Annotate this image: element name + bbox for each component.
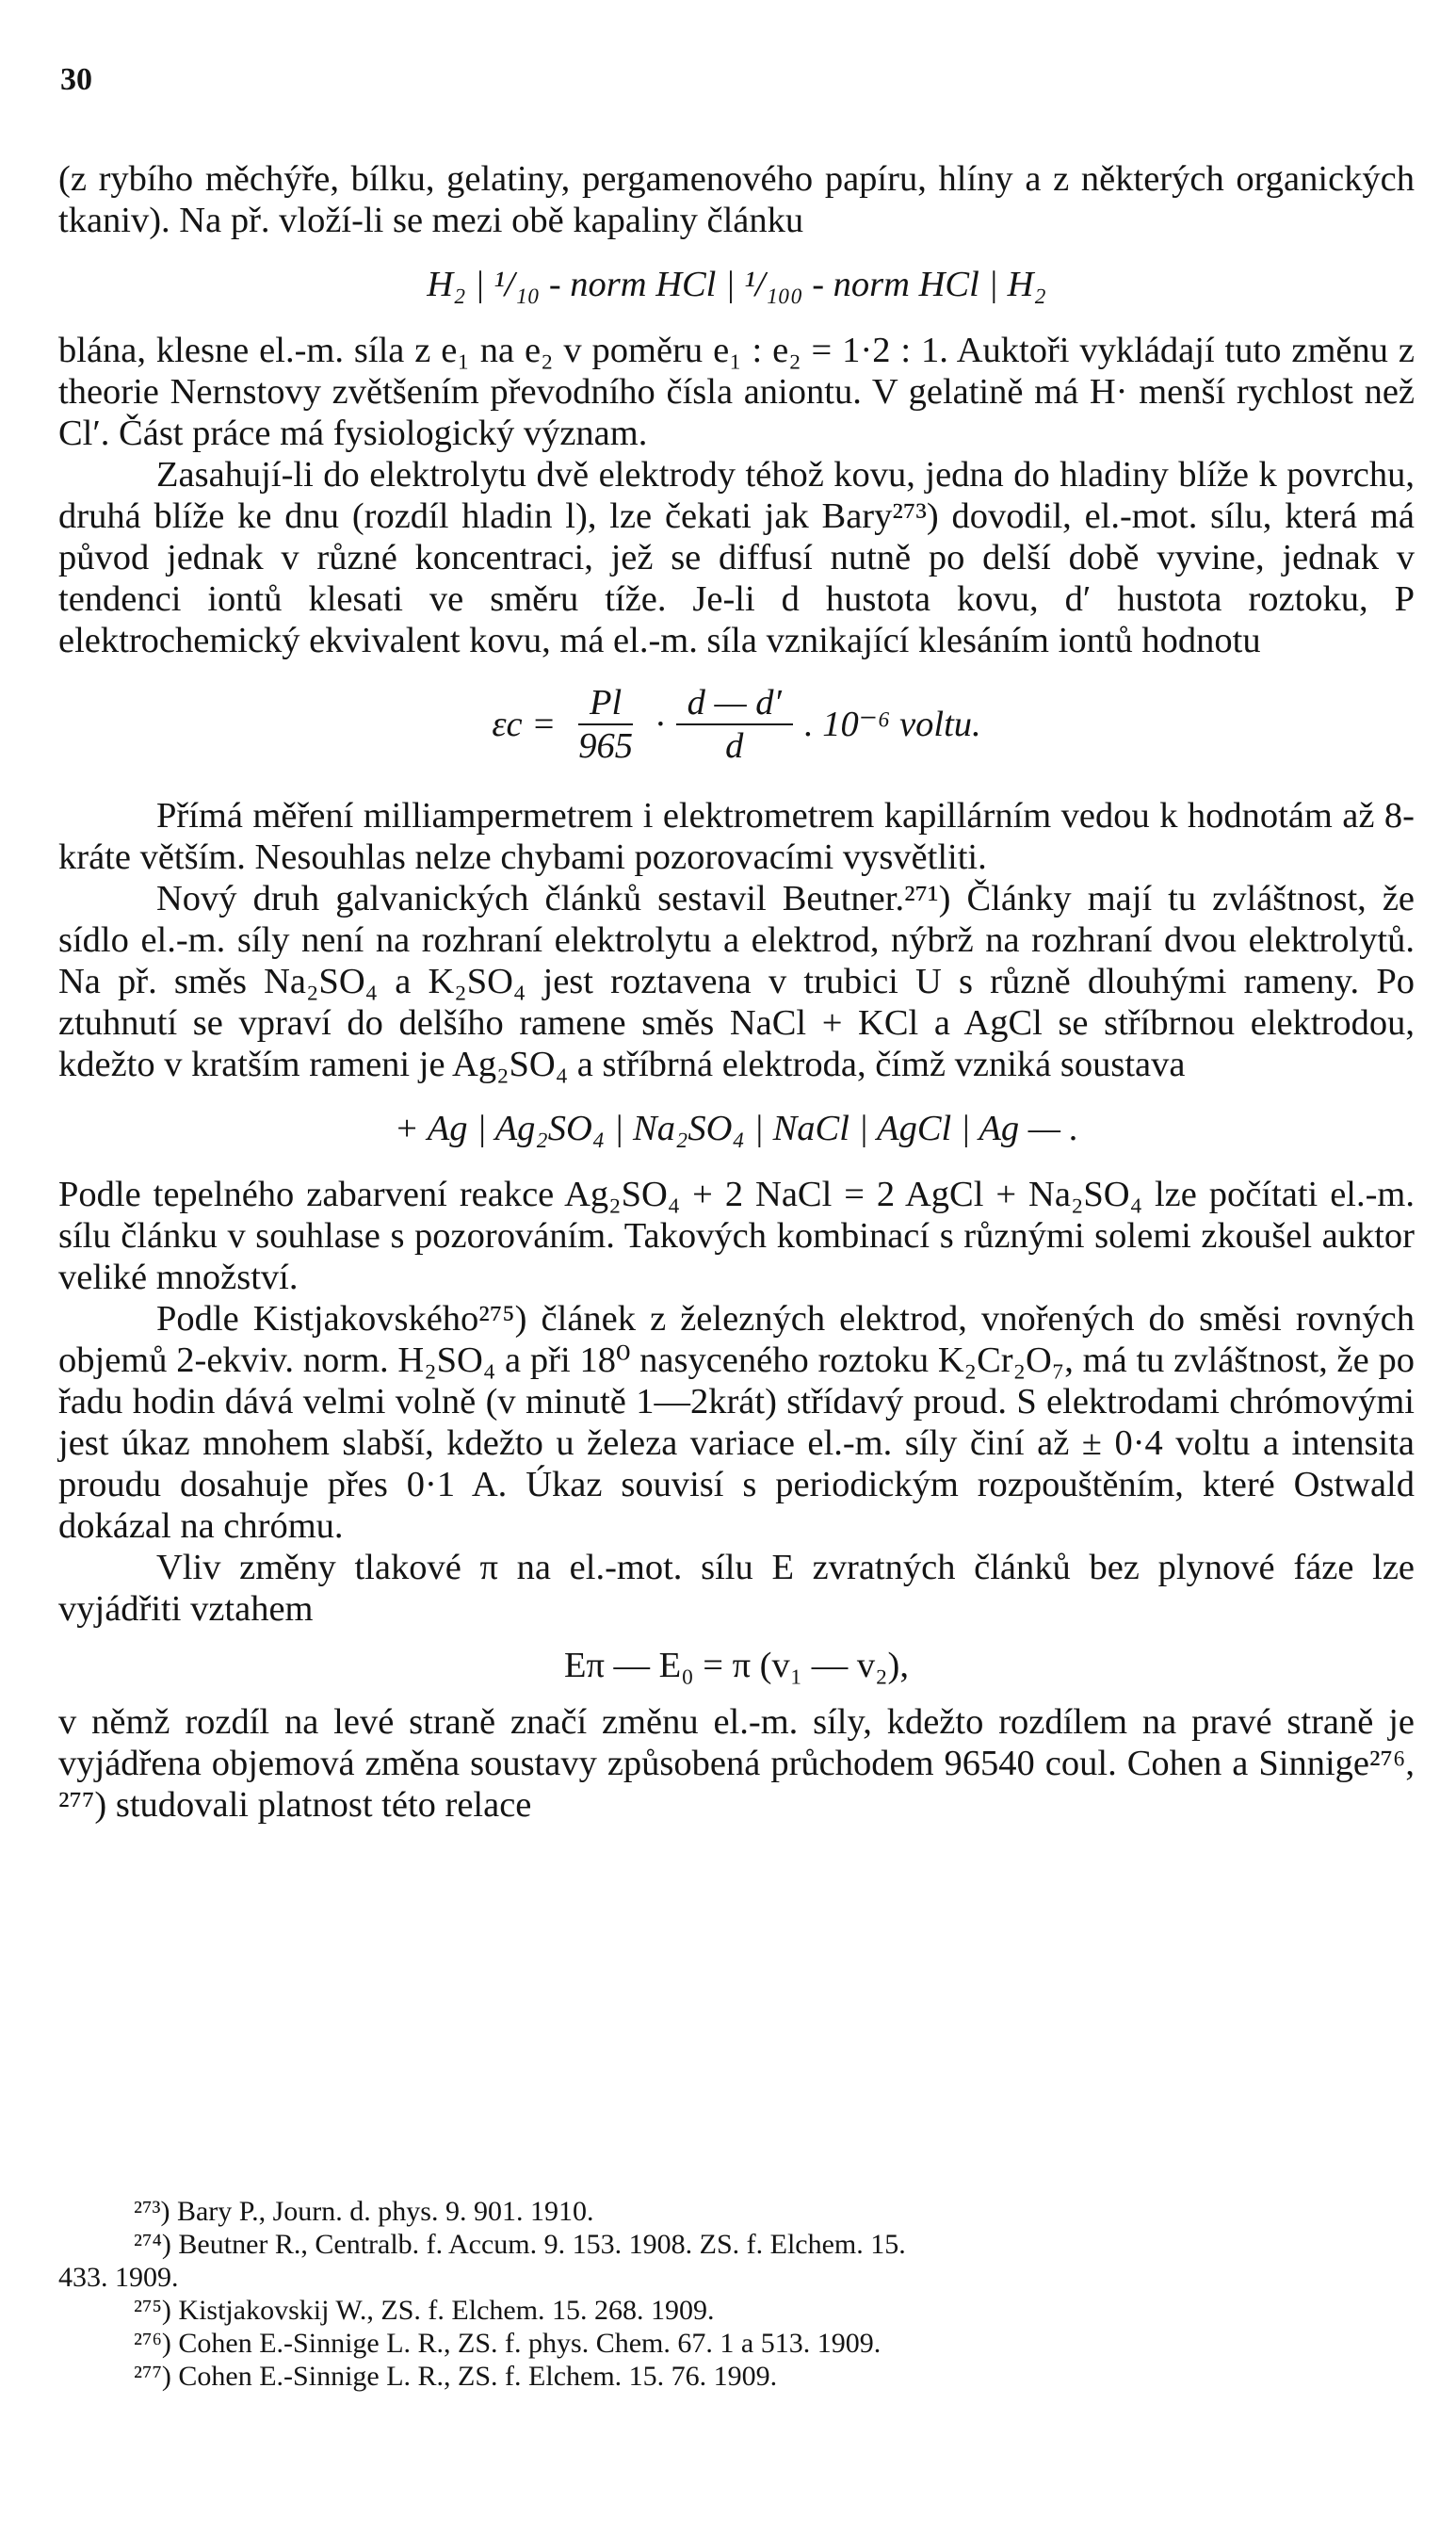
footnote-274-continued: 433. 1909. [58,2262,179,2293]
equation-tail: . 10⁻⁶ voltu. [803,705,981,744]
fraction-2-numerator: d — d′ [676,682,793,725]
paragraph-5: Nový druh galvanických článků sestavil Beutner.²⁷¹) Články mají tu zvláštnost, že sídlo el.-m. síly není na rozhraní elektrolytu a elektrod, nýbrž na rozhraní dvou elektrolytů. Na př. směs Na₂SO₄ a K₂SO₄ jest roztavena v trubici U s různě dlouhými rameny. Po ztuhnutí se vpraví do delšího ramene směs NaCl + KCl a AgCl se stříbrnou elektrodou, kdežto v kratším rameni je Ag₂SO₄ a stříbrná elektroda, čímž vzniká soustava [58,879,1415,1084]
equation-cell: H₂ | ¹/₁₀ - norm HCl | ¹/₁₀₀ - norm HCl | H₂ [427,265,1046,304]
fraction-1-denominator: 965 [578,726,633,766]
footnote-273: ²⁷³) Bary P., Journ. d. phys. 9. 901. 1910. [134,2196,594,2227]
fraction-1 [567,682,644,767]
footnote-274: ²⁷⁴) Beutner R., Centralb. f. Accum. 9. 153. 1908. ZS. f. Elchem. 15. [134,2229,906,2260]
equation-pressure: Eπ — E₀ = π (v₁ — v₂), [563,1646,910,1685]
paragraph-9: v němž rozdíl na levé straně značí změnu el.-m. síly, kdežto rozdílem na pravé straně je vyjádřena objemová změna soustavy způsobená průchodem 96540 coul. Cohen a Sinnige²⁷⁶, ²⁷⁷) studovali platnost této relace [58,1702,1415,1825]
fraction-2-denominator: d [725,726,744,766]
paragraph-7: Podle Kistjakovského²⁷⁵) článek z železných elektrod, vnořených do směsi rovných objemů 2-ekviv. norm. H₂SO₄ a při 18⁰ nasyceného roztoku K₂Cr₂O₇, má tu zvláštnost, že po řadu hodin dává velmi volně (v minutě 1—2krát) střídavý proud. S elektrodami chrómovými jest úkaz mnohem slabší, kdežto u železa variace el.-m. síly činí až ± 0·4 voltu a intensita proudu dosahuje přes 0·1 A. Úkaz souvisí s periodickým rozpouštěním, které Ostwald dokázal na chrómu. [58,1299,1415,1546]
paragraph-1: (z rybího měchýře, bílku, gelatiny, pergamenového papíru, hlíny a z některých organických tkaniv). Na př. vloží-li se mezi obě kapaliny článku [58,159,1415,240]
equation-lhs: εc = [492,705,557,744]
footnote-276: ²⁷⁶) Cohen E.-Sinnige L. R., ZS. f. phys. Chem. 67. 1 a 513. 1909. [134,2328,882,2359]
paragraph-6: Podle tepelného zabarvení reakce Ag₂SO₄ + 2 NaCl = 2 AgCl + Na₂SO₄ lze počítati el.-m. sílu článku v souhlase s pozorováním. Takových kombinací s různými solemi zkoušel auktor veliké množství. [58,1175,1415,1297]
equation-sedimentation [58,682,1415,767]
paragraph-3: Zasahují-li do elektrolytu dvě elektrody téhož kovu, jedna do hladiny blíže k povrchu, druhá blíže ke dnu (rozdíl hladin l), lze čekati jak Bary²⁷³) dovodil, el.-mot. sílu, která má původ jednak v různé koncentraci, jež se diffusí nutně po delší době vyvine, jednak v tendenci iontů klesati ve směru tíže. Je-li d hustota kovu, d′ hustota roztoku, P elektrochemický ekvivalent kovu, má el.-m. síla vznikající klesáním iontů hodnotu [58,455,1415,660]
page-number: 30 [60,62,92,97]
paragraph-4: Přímá měření milliampermetrem i elektrometrem kapillárním vedou k hodnotám až 8-kráte větším. Nesouhlas nelze chybami pozorovacími vysvětliti. [58,796,1415,877]
paragraph-2: blána, klesne el.-m. síla z e₁ na e₂ v poměru e₁ : e₂ = 1·2 : 1. Auktoři vykládají tuto změnu z theorie Nernstovy zvětšením převodního čísla aniontu. V gelatině má H· menší rychlost než Cl′. Část práce má fysiologický význam. [58,331,1415,453]
body-text [58,158,1415,1826]
paragraph-8: Vliv změny tlakové π na el.-mot. sílu E zvratných článků bez plynové fáze lze vyjádřiti vztahem [58,1548,1415,1629]
dot-operator: · [655,705,665,744]
footnote-277: ²⁷⁷) Cohen E.-Sinnige L. R., ZS. f. Elchem. 15. 76. 1909. [134,2361,778,2392]
footnotes [58,2195,1415,2393]
fraction-2 [676,682,793,767]
footnote-275: ²⁷⁵) Kistjakovskij W., ZS. f. Elchem. 15. 268. 1909. [134,2295,715,2326]
fraction-1-numerator: Pl [578,682,633,725]
equation-chain: + Ag | Ag₂SO₄ | Na₂SO₄ | NaCl | AgCl | Ag — . [394,1109,1079,1148]
